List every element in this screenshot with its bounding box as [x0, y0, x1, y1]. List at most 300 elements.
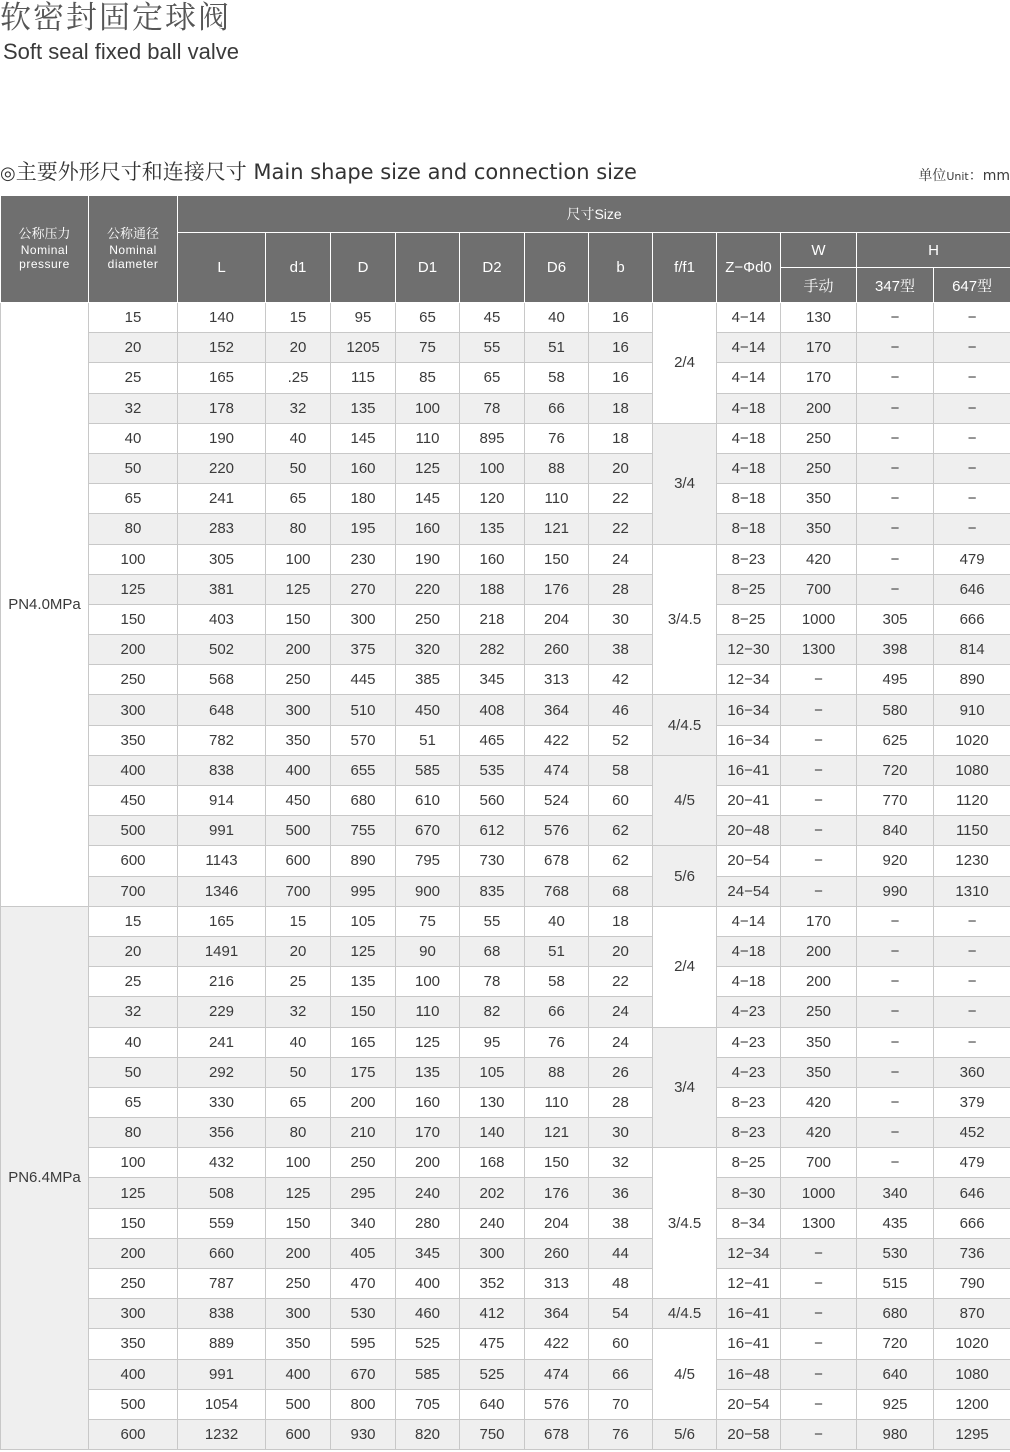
dn-cell: 500	[89, 1389, 178, 1419]
h347-cell: −	[857, 303, 934, 333]
z-d0-cell: 16−48	[717, 1359, 781, 1389]
b-cell: 48	[589, 1269, 653, 1299]
d-cell: 995	[331, 876, 396, 906]
l-cell: 1143	[178, 846, 266, 876]
h647-cell: −	[934, 484, 1010, 514]
d2-cell: 135	[460, 514, 525, 544]
d2-cell: 535	[460, 755, 525, 785]
dn-cell: 20	[89, 936, 178, 966]
dn-cell: 100	[89, 544, 178, 574]
d1-outer-cell: 670	[396, 816, 460, 846]
l-cell: 1491	[178, 936, 266, 966]
b-cell: 66	[589, 1359, 653, 1389]
d2-cell: 640	[460, 1389, 525, 1419]
dn-cell: 80	[89, 514, 178, 544]
table-row	[1, 544, 1010, 574]
table-row	[1, 1087, 1010, 1117]
l-cell: 991	[178, 1359, 266, 1389]
ff-cell: 5/6	[653, 846, 717, 906]
d2-cell: 240	[460, 1208, 525, 1238]
h647-cell: 479	[934, 1148, 1010, 1178]
header-col-D1: D1	[396, 233, 460, 303]
unit-separator: ：	[968, 168, 983, 184]
d6-cell: 422	[525, 1329, 589, 1359]
d6-cell: 88	[525, 1057, 589, 1087]
w-manual-cell: 250	[781, 423, 857, 453]
header-nominal-pressure	[1, 196, 89, 303]
l-cell: 283	[178, 514, 266, 544]
d1-cell: 50	[266, 1057, 331, 1087]
d2-cell: 352	[460, 1269, 525, 1299]
z-d0-cell: 8−18	[717, 484, 781, 514]
h647-cell: −	[934, 967, 1010, 997]
d2-cell: 105	[460, 1057, 525, 1087]
table-row	[1, 1148, 1010, 1178]
l-cell: 229	[178, 997, 266, 1027]
h647-cell: −	[934, 997, 1010, 1027]
l-cell: 165	[178, 363, 266, 393]
w-manual-cell: −	[781, 725, 857, 755]
table-row	[1, 1238, 1010, 1268]
d-cell: 150	[331, 997, 396, 1027]
d-cell: 115	[331, 363, 396, 393]
z-d0-cell: 8−34	[717, 1208, 781, 1238]
d6-cell: 768	[525, 876, 589, 906]
h347-cell: −	[857, 997, 934, 1027]
b-cell: 62	[589, 816, 653, 846]
z-d0-cell: 8−18	[717, 514, 781, 544]
h347-cell: 495	[857, 665, 934, 695]
table-row	[1, 816, 1010, 846]
b-cell: 58	[589, 755, 653, 785]
table-row	[1, 303, 1010, 333]
z-d0-cell: 12−30	[717, 635, 781, 665]
d2-cell: 168	[460, 1148, 525, 1178]
d-cell: 295	[331, 1178, 396, 1208]
l-cell: 648	[178, 695, 266, 725]
l-cell: 889	[178, 1329, 266, 1359]
d1-outer-cell: 240	[396, 1178, 460, 1208]
h647-cell: 1020	[934, 725, 1010, 755]
section-title-text: 主要外形尺寸和连接尺寸 Main shape size and connection size	[15, 160, 637, 184]
d-cell: 250	[331, 1148, 396, 1178]
dn-cell: 400	[89, 755, 178, 785]
d-cell: 200	[331, 1087, 396, 1117]
d6-cell: 121	[525, 514, 589, 544]
z-d0-cell: 4−23	[717, 1057, 781, 1087]
table-row	[1, 695, 1010, 725]
d2-cell: 100	[460, 453, 525, 483]
header-col-ff1: f/f1	[653, 233, 717, 303]
ff-cell: 3/4.5	[653, 1148, 717, 1299]
l-cell: 292	[178, 1057, 266, 1087]
d6-cell: 176	[525, 1178, 589, 1208]
d2-cell: 465	[460, 725, 525, 755]
l-cell: 838	[178, 1299, 266, 1329]
h647-cell: −	[934, 453, 1010, 483]
header-col-D6: D6	[525, 233, 589, 303]
h647-cell: 1080	[934, 1359, 1010, 1389]
d1-outer-cell: 900	[396, 876, 460, 906]
ff-cell: 3/4	[653, 1027, 717, 1148]
dimension-table	[0, 195, 1010, 1450]
d1-cell: 150	[266, 1208, 331, 1238]
l-cell: 220	[178, 453, 266, 483]
d6-cell: 204	[525, 1208, 589, 1238]
z-d0-cell: 12−34	[717, 665, 781, 695]
table-row	[1, 423, 1010, 453]
table-row	[1, 514, 1010, 544]
l-cell: 660	[178, 1238, 266, 1268]
d6-cell: 76	[525, 423, 589, 453]
z-d0-cell: 8−23	[717, 544, 781, 574]
dn-cell: 150	[89, 1208, 178, 1238]
h347-cell: 515	[857, 1269, 934, 1299]
header-col-D: D	[331, 233, 396, 303]
header-pressure-en1: Nominal	[20, 243, 69, 257]
h647-cell: 646	[934, 574, 1010, 604]
w-manual-cell: −	[781, 1299, 857, 1329]
z-d0-cell: 4−14	[717, 906, 781, 936]
ff-cell: 2/4	[653, 303, 717, 424]
w-manual-cell: 420	[781, 1087, 857, 1117]
d2-cell: 55	[460, 333, 525, 363]
l-cell: 1232	[178, 1419, 266, 1449]
h347-cell: −	[857, 967, 934, 997]
b-cell: 44	[589, 1238, 653, 1268]
d1-outer-cell: 170	[396, 1118, 460, 1148]
header-diameter-cn: 公称通径	[106, 227, 159, 242]
header-diameter-en1: Nominal	[109, 243, 157, 257]
d6-cell: 121	[525, 1118, 589, 1148]
header-col-347: 347型	[857, 268, 934, 303]
h347-cell: −	[857, 423, 934, 453]
d1-cell: 32	[266, 393, 331, 423]
d1-outer-cell: 85	[396, 363, 460, 393]
table-row	[1, 1359, 1010, 1389]
h647-cell: −	[934, 1027, 1010, 1057]
d1-outer-cell: 190	[396, 544, 460, 574]
header-col-z-d0: Z−Φd0	[717, 233, 781, 303]
header-size: 尺寸Size	[178, 196, 1010, 233]
ff-cell: 3/4.5	[653, 544, 717, 695]
z-d0-cell: 8−25	[717, 574, 781, 604]
d1-cell: 25	[266, 967, 331, 997]
d-cell: 210	[331, 1118, 396, 1148]
z-d0-cell: 16−34	[717, 695, 781, 725]
header-col-647: 647型	[934, 268, 1010, 303]
d6-cell: 313	[525, 1269, 589, 1299]
table-row	[1, 1269, 1010, 1299]
d-cell: 890	[331, 846, 396, 876]
b-cell: 30	[589, 1118, 653, 1148]
d-cell: 145	[331, 423, 396, 453]
h647-cell: 910	[934, 695, 1010, 725]
w-manual-cell: −	[781, 1269, 857, 1299]
table-row	[1, 936, 1010, 966]
w-manual-cell: 170	[781, 363, 857, 393]
l-cell: 782	[178, 725, 266, 755]
d1-cell: 125	[266, 1178, 331, 1208]
h347-cell: 920	[857, 846, 934, 876]
h347-cell: −	[857, 1087, 934, 1117]
z-d0-cell: 4−18	[717, 393, 781, 423]
d1-cell: 65	[266, 1087, 331, 1117]
b-cell: 16	[589, 363, 653, 393]
d6-cell: 150	[525, 544, 589, 574]
d2-cell: 78	[460, 393, 525, 423]
d1-cell: 50	[266, 453, 331, 483]
d6-cell: 474	[525, 1359, 589, 1389]
dn-cell: 350	[89, 1329, 178, 1359]
b-cell: 24	[589, 544, 653, 574]
b-cell: 24	[589, 1027, 653, 1057]
d-cell: 160	[331, 453, 396, 483]
d-cell: 445	[331, 665, 396, 695]
d-cell: 930	[331, 1419, 396, 1449]
h347-cell: 640	[857, 1359, 934, 1389]
d1-outer-cell: 820	[396, 1419, 460, 1449]
d2-cell: 140	[460, 1118, 525, 1148]
b-cell: 24	[589, 997, 653, 1027]
w-manual-cell: 350	[781, 484, 857, 514]
d1-outer-cell: 65	[396, 303, 460, 333]
unit-label	[918, 166, 1010, 187]
h347-cell: −	[857, 1057, 934, 1087]
l-cell: 568	[178, 665, 266, 695]
b-cell: 26	[589, 1057, 653, 1087]
h647-cell: 736	[934, 1238, 1010, 1268]
w-manual-cell: −	[781, 1238, 857, 1268]
d-cell: 300	[331, 604, 396, 634]
w-manual-cell: 420	[781, 1118, 857, 1148]
header-pressure-en2: pressure	[19, 257, 70, 271]
w-manual-cell: 200	[781, 393, 857, 423]
h347-cell: −	[857, 393, 934, 423]
d2-cell: 475	[460, 1329, 525, 1359]
d2-cell: 412	[460, 1299, 525, 1329]
h647-cell: −	[934, 906, 1010, 936]
h647-cell: 666	[934, 604, 1010, 634]
d1-outer-cell: 585	[396, 1359, 460, 1389]
z-d0-cell: 12−41	[717, 1269, 781, 1299]
dn-cell: 250	[89, 665, 178, 695]
d-cell: 655	[331, 755, 396, 785]
l-cell: 403	[178, 604, 266, 634]
z-d0-cell: 4−18	[717, 967, 781, 997]
d2-cell: 188	[460, 574, 525, 604]
w-manual-cell: −	[781, 665, 857, 695]
h647-cell: 890	[934, 665, 1010, 695]
d1-cell: 40	[266, 423, 331, 453]
table-row	[1, 453, 1010, 483]
d6-cell: 76	[525, 1027, 589, 1057]
d2-cell: 345	[460, 665, 525, 695]
z-d0-cell: 20−54	[717, 846, 781, 876]
header-diameter-en2: diameter	[107, 257, 159, 271]
z-d0-cell: 8−25	[717, 1148, 781, 1178]
d6-cell: 678	[525, 846, 589, 876]
d-cell: 800	[331, 1389, 396, 1419]
z-d0-cell: 4−23	[717, 997, 781, 1027]
table-row	[1, 906, 1010, 936]
w-manual-cell: 350	[781, 1027, 857, 1057]
l-cell: 216	[178, 967, 266, 997]
d-cell: 340	[331, 1208, 396, 1238]
d2-cell: 68	[460, 936, 525, 966]
b-cell: 36	[589, 1178, 653, 1208]
unit-label-en: Unit	[946, 170, 969, 183]
d1-outer-cell: 135	[396, 1057, 460, 1087]
h347-cell: 990	[857, 876, 934, 906]
table-row	[1, 1208, 1010, 1238]
h347-cell: 980	[857, 1419, 934, 1449]
d1-outer-cell: 100	[396, 393, 460, 423]
table-row	[1, 604, 1010, 634]
z-d0-cell: 20−41	[717, 786, 781, 816]
l-cell: 502	[178, 635, 266, 665]
d1-cell: 32	[266, 997, 331, 1027]
d-cell: 510	[331, 695, 396, 725]
d1-outer-cell: 280	[396, 1208, 460, 1238]
d1-cell: 100	[266, 544, 331, 574]
w-manual-cell: 350	[781, 514, 857, 544]
dn-cell: 25	[89, 967, 178, 997]
w-manual-cell: −	[781, 1329, 857, 1359]
d-cell: 270	[331, 574, 396, 604]
w-manual-cell: 130	[781, 303, 857, 333]
d-cell: 135	[331, 393, 396, 423]
b-cell: 30	[589, 604, 653, 634]
header-col-b: b	[589, 233, 653, 303]
d1-outer-cell: 100	[396, 967, 460, 997]
l-cell: 508	[178, 1178, 266, 1208]
w-manual-cell: −	[781, 1419, 857, 1449]
d1-cell: 250	[266, 665, 331, 695]
table-row	[1, 1027, 1010, 1057]
d6-cell: 66	[525, 997, 589, 1027]
d6-cell: 40	[525, 906, 589, 936]
dn-cell: 100	[89, 1148, 178, 1178]
b-cell: 18	[589, 393, 653, 423]
table-body	[1, 303, 1010, 1450]
l-cell: 914	[178, 786, 266, 816]
dn-cell: 400	[89, 1359, 178, 1389]
dn-cell: 300	[89, 1299, 178, 1329]
b-cell: 54	[589, 1299, 653, 1329]
l-cell: 1054	[178, 1389, 266, 1419]
d1-cell: 300	[266, 695, 331, 725]
d1-cell: 400	[266, 1359, 331, 1389]
h647-cell: 360	[934, 1057, 1010, 1087]
z-d0-cell: 20−48	[717, 816, 781, 846]
d1-cell: 500	[266, 816, 331, 846]
d6-cell: 88	[525, 453, 589, 483]
h647-cell: 814	[934, 635, 1010, 665]
l-cell: 787	[178, 1269, 266, 1299]
d1-outer-cell: 160	[396, 1087, 460, 1117]
d1-outer-cell: 525	[396, 1329, 460, 1359]
z-d0-cell: 4−18	[717, 423, 781, 453]
table-row	[1, 997, 1010, 1027]
b-cell: 22	[589, 484, 653, 514]
d6-cell: 422	[525, 725, 589, 755]
d1-cell: 15	[266, 303, 331, 333]
z-d0-cell: 4−18	[717, 936, 781, 966]
h647-cell: 379	[934, 1087, 1010, 1117]
table-row	[1, 876, 1010, 906]
dn-cell: 125	[89, 574, 178, 604]
d2-cell: 730	[460, 846, 525, 876]
h347-cell: 625	[857, 725, 934, 755]
w-manual-cell: 1300	[781, 1208, 857, 1238]
d1-outer-cell: 200	[396, 1148, 460, 1178]
h347-cell: −	[857, 333, 934, 363]
z-d0-cell: 24−54	[717, 876, 781, 906]
d2-cell: 65	[460, 363, 525, 393]
d2-cell: 202	[460, 1178, 525, 1208]
d2-cell: 750	[460, 1419, 525, 1449]
d1-outer-cell: 145	[396, 484, 460, 514]
w-manual-cell: 1000	[781, 604, 857, 634]
d6-cell: 58	[525, 967, 589, 997]
ff-cell: 5/6	[653, 1419, 717, 1449]
table-row	[1, 333, 1010, 363]
l-cell: 190	[178, 423, 266, 453]
h647-cell: −	[934, 936, 1010, 966]
d2-cell: 525	[460, 1359, 525, 1389]
b-cell: 46	[589, 695, 653, 725]
dn-cell: 15	[89, 303, 178, 333]
table-row	[1, 1118, 1010, 1148]
dn-cell: 700	[89, 876, 178, 906]
unit-value: mm	[982, 168, 1010, 184]
d6-cell: 524	[525, 786, 589, 816]
dn-cell: 40	[89, 423, 178, 453]
h347-cell: −	[857, 1118, 934, 1148]
d-cell: 570	[331, 725, 396, 755]
h347-cell: 398	[857, 635, 934, 665]
d1-cell: 20	[266, 333, 331, 363]
d1-outer-cell: 125	[396, 453, 460, 483]
d1-outer-cell: 400	[396, 1269, 460, 1299]
d1-outer-cell: 385	[396, 665, 460, 695]
b-cell: 42	[589, 665, 653, 695]
d2-cell: 612	[460, 816, 525, 846]
h347-cell: 770	[857, 786, 934, 816]
d1-cell: 20	[266, 936, 331, 966]
h347-cell: 680	[857, 1299, 934, 1329]
table-row	[1, 665, 1010, 695]
z-d0-cell: 16−34	[717, 725, 781, 755]
header-col-d1: d1	[266, 233, 331, 303]
b-cell: 18	[589, 423, 653, 453]
b-cell: 38	[589, 1208, 653, 1238]
pressure-cell: PN6.4MPa	[1, 906, 89, 1449]
dn-cell: 50	[89, 1057, 178, 1087]
w-manual-cell: 350	[781, 1057, 857, 1087]
b-cell: 28	[589, 1087, 653, 1117]
d-cell: 530	[331, 1299, 396, 1329]
table-row	[1, 786, 1010, 816]
d2-cell: 45	[460, 303, 525, 333]
z-d0-cell: 16−41	[717, 755, 781, 785]
dn-cell: 450	[89, 786, 178, 816]
h347-cell: −	[857, 484, 934, 514]
d1-cell: 65	[266, 484, 331, 514]
d1-outer-cell: 110	[396, 997, 460, 1027]
table-row	[1, 635, 1010, 665]
